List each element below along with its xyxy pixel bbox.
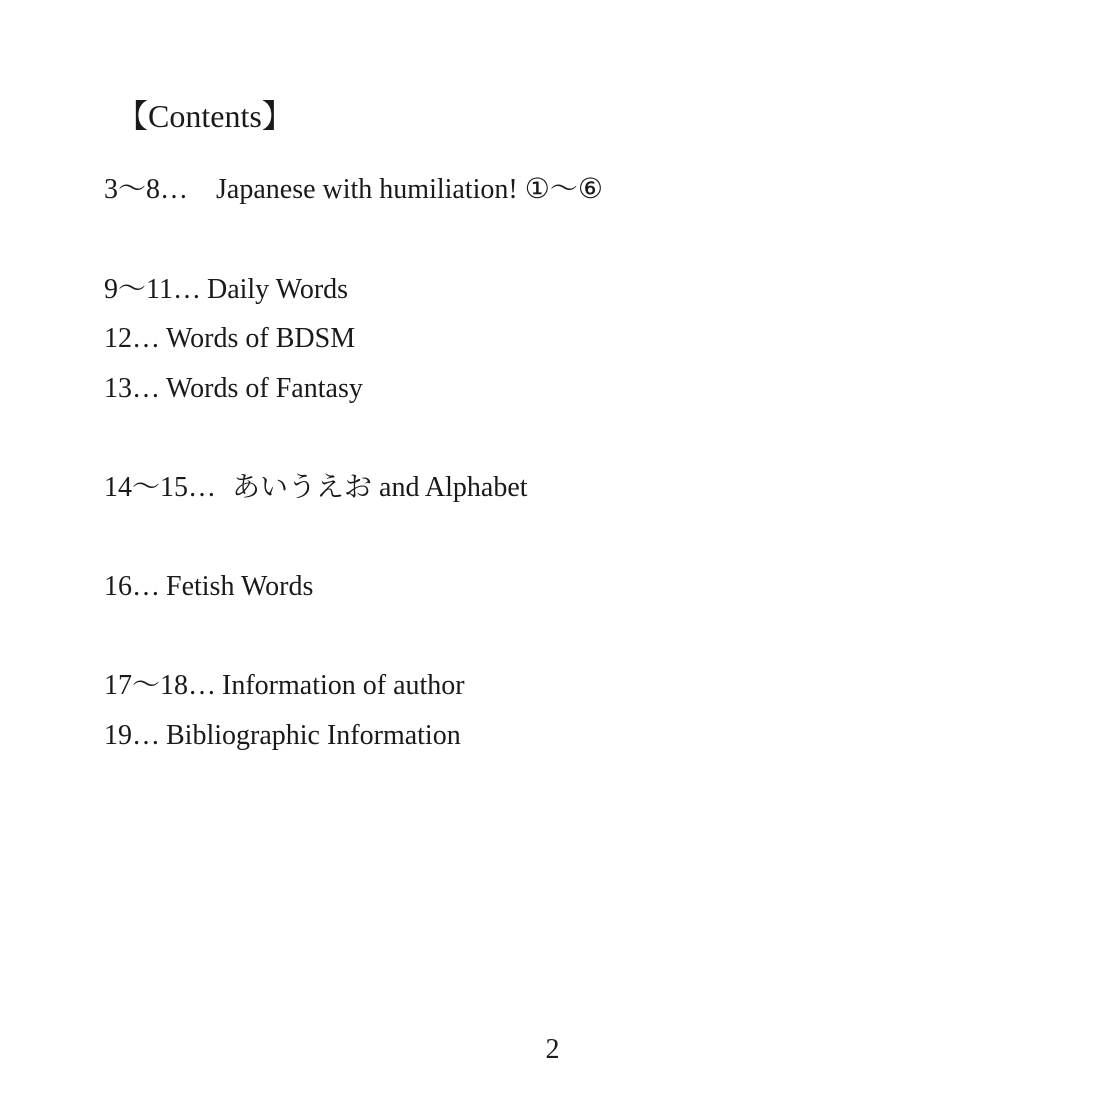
toc-entry-title: Information of author xyxy=(222,670,465,701)
toc-entry-title: Bibliographic Information xyxy=(166,720,461,751)
toc-entry xyxy=(104,470,528,506)
contents-heading: 【Contents】 xyxy=(116,98,294,134)
toc-entry xyxy=(104,668,465,704)
toc-entry-pages: 17～18… xyxy=(104,670,217,701)
toc-entry-title: Japanese with humiliation! ①～⑥ xyxy=(216,174,603,205)
toc-entry xyxy=(104,321,355,357)
toc-entry-pages: 19… xyxy=(104,720,160,751)
toc-entry-title: あいうえお and Alphabet xyxy=(232,472,528,503)
toc-entry xyxy=(104,272,348,308)
toc-entry-pages: 9～11… xyxy=(104,274,201,305)
toc-entry xyxy=(104,718,461,754)
toc-entry-pages: 12… xyxy=(104,323,160,354)
toc-entry-pages: 3～8… xyxy=(104,174,189,205)
toc-entry-title: Daily Words xyxy=(206,274,349,305)
toc-entry xyxy=(104,569,313,605)
page-number xyxy=(0,1032,1113,1068)
toc-entry-pages: 13… xyxy=(104,373,160,404)
toc-entry-title: Words of Fantasy xyxy=(166,373,363,404)
toc-entry-title: Fetish Words xyxy=(166,571,314,602)
toc-entry xyxy=(104,371,363,407)
toc-entry-pages: 16… xyxy=(104,571,160,602)
toc-entry xyxy=(104,172,603,208)
toc-entry-pages: 14～15… xyxy=(104,472,217,503)
toc-entry-title: Words of BDSM xyxy=(166,323,356,354)
page-number-text: 2 xyxy=(545,1034,560,1065)
